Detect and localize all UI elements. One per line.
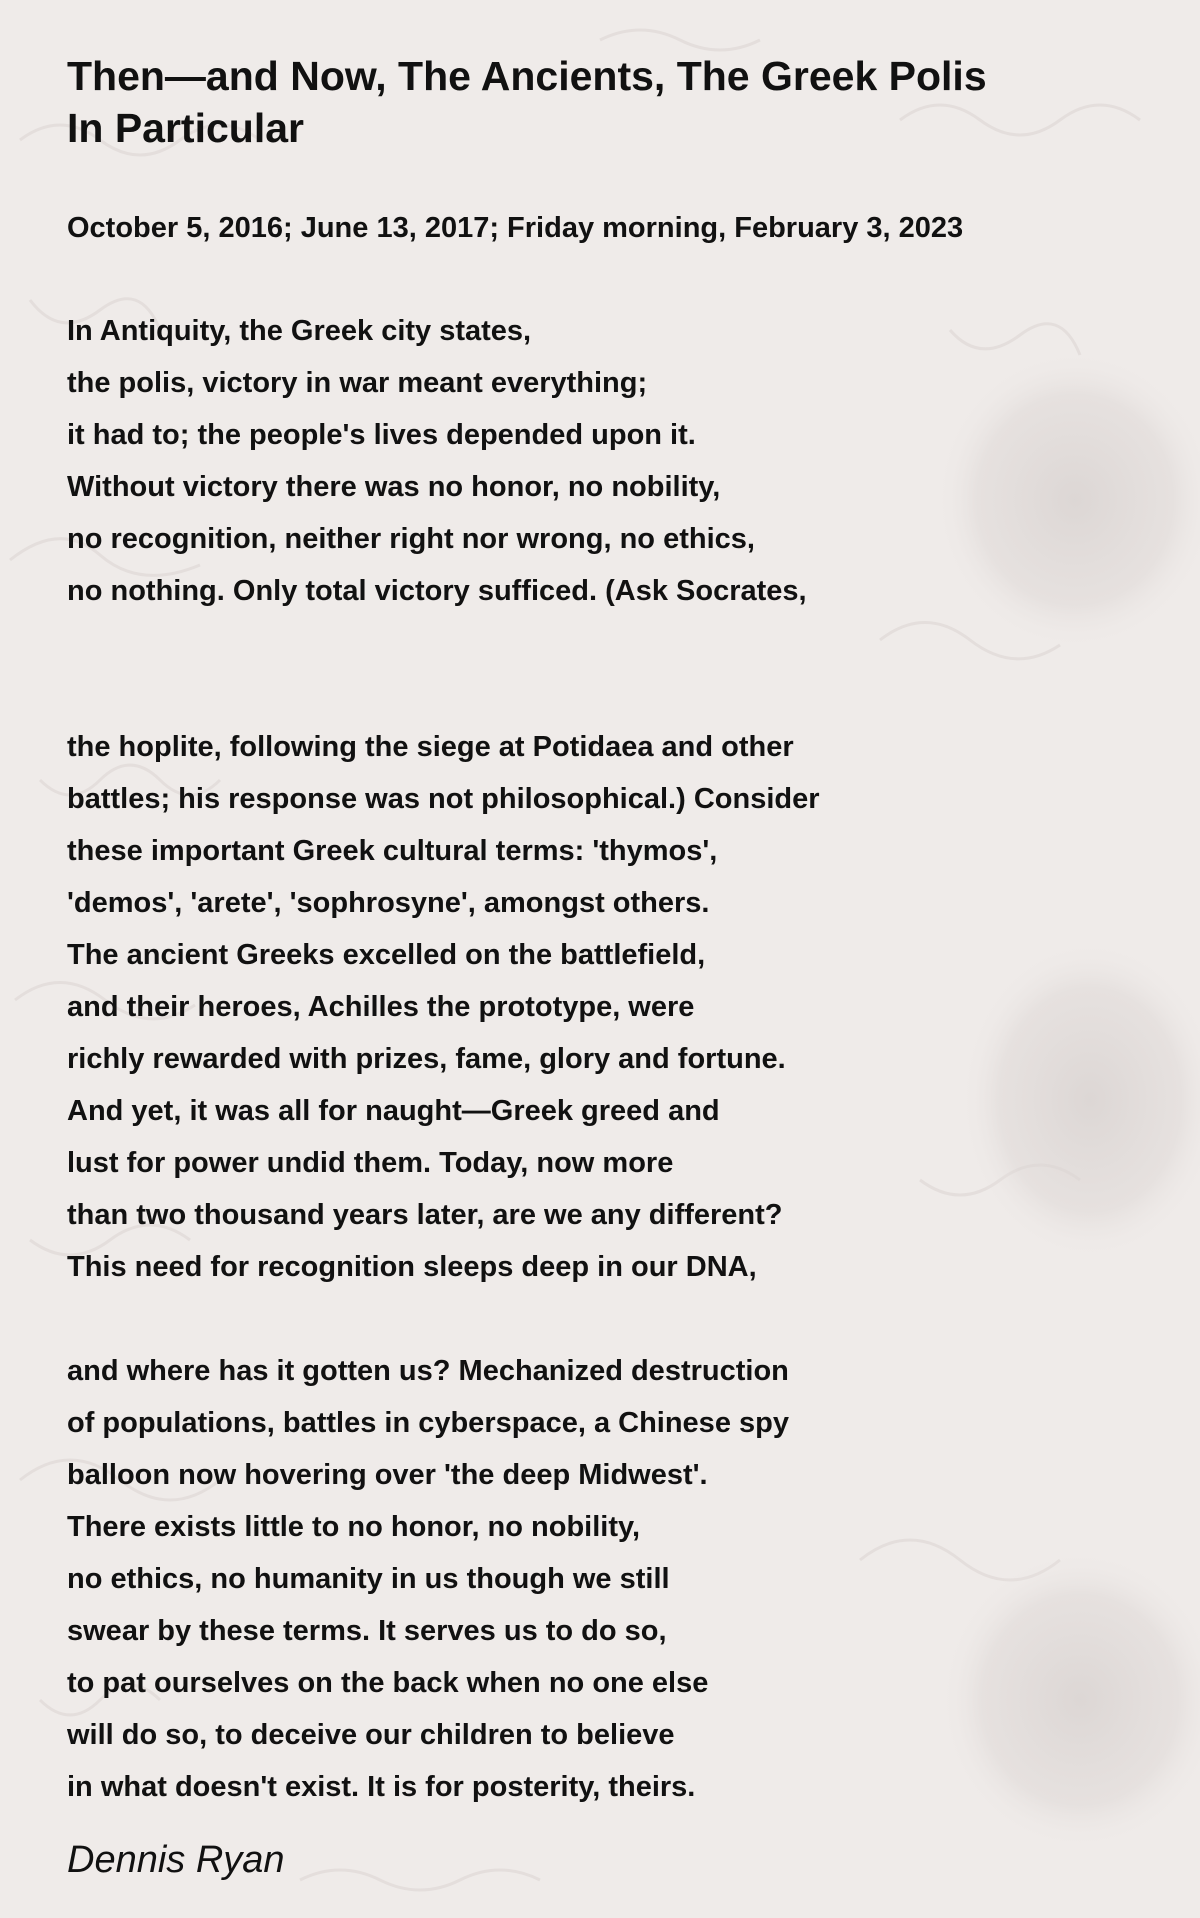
poem-line: And yet, it was all for naught—Greek greed and — [67, 1095, 720, 1127]
poem-author: Dennis Ryan — [67, 1839, 285, 1881]
poem-line: richly rewarded with prizes, fame, glory and fortune. — [67, 1043, 786, 1075]
poem-line: balloon now hovering over 'the deep Midwest'. — [67, 1459, 708, 1491]
stanza-3 — [67, 1345, 789, 1813]
poem-line: it had to; the people's lives depended upon it. — [67, 419, 696, 451]
poem-line: This need for recognition sleeps deep in our DNA, — [67, 1251, 757, 1283]
poem-line: no ethics, no humanity in us though we still — [67, 1563, 670, 1595]
poem-title — [67, 50, 1147, 154]
poem-line: in what doesn't exist. It is for posterity, theirs. — [67, 1771, 696, 1803]
poem-line: battles; his response was not philosophical.) Consider — [67, 783, 820, 815]
poem-container — [67, 50, 1147, 1881]
poem-line: The ancient Greeks excelled on the battlefield, — [67, 939, 706, 971]
poem-line: of populations, battles in cyberspace, a Chinese spy — [67, 1407, 789, 1439]
poem-line: no nothing. Only total victory sufficed. (Ask Socrates, — [67, 575, 807, 607]
poem-line: and where has it gotten us? Mechanized destruction — [67, 1355, 789, 1387]
poem-line: will do so, to deceive our children to believe — [67, 1719, 675, 1751]
poem-line: and their heroes, Achilles the prototype, were — [67, 991, 695, 1023]
poem-line: to pat ourselves on the back when no one else — [67, 1667, 709, 1699]
stanza-2 — [67, 721, 820, 1293]
poem-line: than two thousand years later, are we any different? — [67, 1199, 783, 1231]
poem-line: swear by these terms. It serves us to do so, — [67, 1615, 667, 1647]
poem-line: the hoplite, following the siege at Potidaea and other — [67, 731, 794, 763]
poem-line: In Antiquity, the Greek city states, — [67, 315, 532, 347]
poem-line: Without victory there was no honor, no nobility, — [67, 471, 721, 503]
poem-line: these important Greek cultural terms: 'thymos', — [67, 835, 718, 867]
stanza-1 — [67, 305, 807, 617]
poem-line: no recognition, neither right nor wrong, no ethics, — [67, 523, 755, 555]
poem-line: lust for power undid them. Today, now more — [67, 1147, 674, 1179]
poem-line: 'demos', 'arete', 'sophrosyne', amongst others. — [67, 887, 710, 919]
poem-line: There exists little to no honor, no nobility, — [67, 1511, 641, 1543]
poem-line: the polis, victory in war meant everything; — [67, 367, 648, 399]
poem-dateline: October 5, 2016; June 13, 2017; Friday morning, February 3, 2023 — [67, 212, 964, 244]
poem-title-line-1: Then—and Now, The Ancients, The Greek Polis — [67, 53, 987, 99]
poem-title-line-2: In Particular — [67, 105, 304, 151]
